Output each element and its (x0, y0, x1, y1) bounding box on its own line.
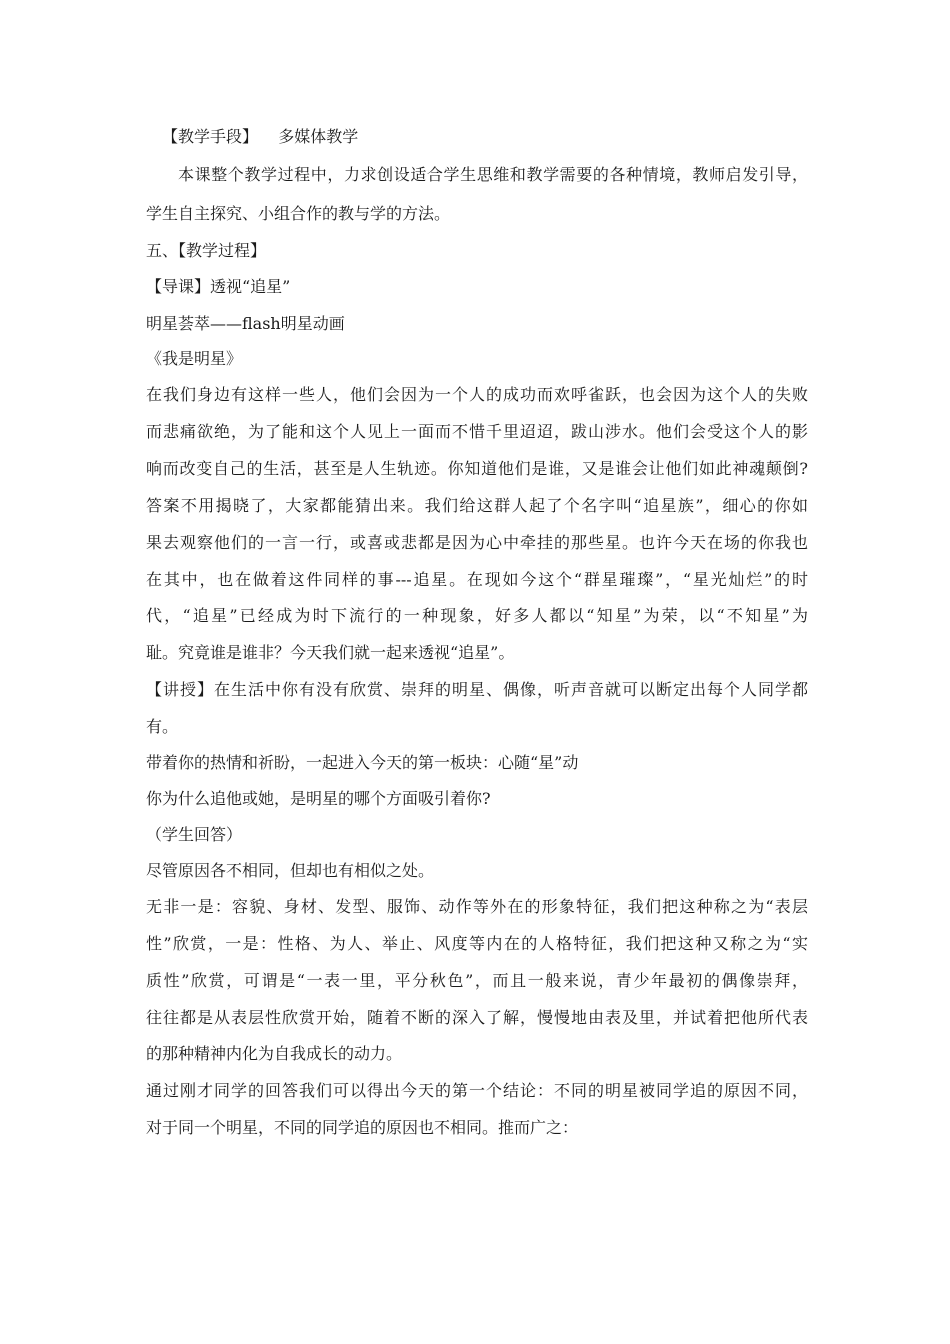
paragraph-line: 对于同一个明星，不同的同学追的原因也不相同。推而广之： (146, 1118, 579, 1137)
paragraph-line: 【讲授】在生活中你有没有欣赏、崇拜的明星、偶像，听声音就可以断定出每个人同学都 (146, 680, 808, 699)
paragraph-line: 答案不用揭晓了，大家都能猜出来。我们给这群人起了个名字叫“追星族”，细心的你如 (146, 496, 808, 515)
paragraph-line: 学生自主探究、小组合作的教与学的方法。 (146, 204, 451, 223)
paragraph-line: 《我是明星》 (146, 349, 243, 368)
paragraph-line: 明星荟萃——flash明星动画 (146, 314, 345, 333)
paragraph-line: 无非一是：容貌、身材、发型、服饰、动作等外在的形象特征，我们把这种称之为“表层 (146, 897, 808, 916)
paragraph-line: 性”欣赏，一是：性格、为人、举止、风度等内在的人格特征，我们把这种又称之为“实 (146, 934, 808, 953)
paragraph-line: 的那种精神内化为自我成长的动力。 (146, 1044, 403, 1063)
paragraph-line: 响而改变自己的生活，甚至是人生轨迹。你知道他们是谁，又是谁会让他们如此神魂颠倒? (146, 459, 808, 478)
paragraph-line: 尽管原因各不相同，但却也有相似之处。 (146, 861, 435, 880)
paragraph-line: 代，“追星”已经成为时下流行的一种现象，好多人都以“知星”为荣，以“不知星”为 (146, 606, 808, 625)
paragraph-line: 在我们身边有这样一些人，他们会因为一个人的成功而欢呼雀跃，也会因为这个人的失败 (146, 385, 808, 404)
paragraph-line: 带着你的热情和祈盼，一起进入今天的第一板块：心随“星”动 (146, 753, 579, 772)
teaching-means-value: 多媒体教学 (278, 127, 359, 146)
section-heading: 五、【教学过程】 (146, 241, 267, 260)
paragraph-line: 果去观察他们的一言一行，或喜或悲都是因为心中牵挂的那些星。也许今天在场的你我也 (146, 533, 808, 552)
paragraph-line: 有。 (146, 717, 179, 736)
paragraph-line: 耻。究竟谁是谁非？今天我们就一起来透视“追星”。 (146, 643, 515, 662)
paragraph-line: 而悲痛欲绝，为了能和这个人见上一面而不惜千里迢迢，跋山涉水。他们会受这个人的影 (146, 422, 808, 441)
paragraph-line: 往往都是从表层性欣赏开始，随着不断的深入了解，慢慢地由表及里，并试着把他所代表 (146, 1008, 808, 1027)
teaching-means-line (162, 126, 358, 148)
paragraph-line: 质性”欣赏，可谓是“一表一里，平分秋色”，而且一般来说，青少年最初的偶像崇拜， (146, 971, 808, 990)
subsection-heading: 【导课】透视“追星” (146, 277, 291, 296)
paragraph-line: 本课整个教学过程中，力求创设适合学生思维和教学需要的各种情境，教师启发引导， (178, 165, 808, 184)
paragraph-line: （学生回答） (146, 825, 243, 844)
paragraph-line: 在其中，也在做着这件同样的事---追星。在现如今这个“群星璀璨”，“星光灿烂”的时 (146, 570, 808, 589)
paragraph-line: 你为什么追他或她，是明星的哪个方面吸引着你? (146, 789, 491, 808)
teaching-means-label: 【教学手段】 (162, 127, 259, 146)
paragraph-line: 通过刚才同学的回答我们可以得出今天的第一个结论：不同的明星被同学追的原因不同， (146, 1081, 808, 1100)
